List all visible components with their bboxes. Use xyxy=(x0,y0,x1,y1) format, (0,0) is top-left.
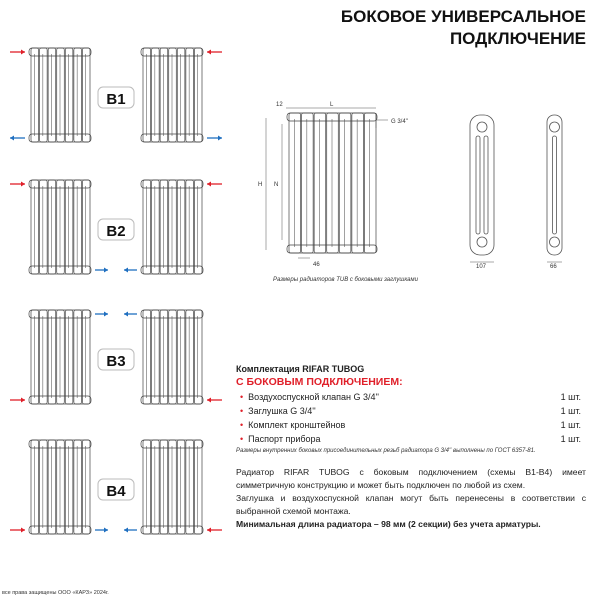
dim-107: 107 xyxy=(476,264,487,270)
dim-h: H xyxy=(258,182,263,188)
bullet-icon: • xyxy=(240,434,244,444)
kit-item: • Воздухоспускной клапан G 3/4'' 1 шт. xyxy=(240,392,581,402)
dim-12: 12 xyxy=(276,102,283,108)
radiator-right xyxy=(141,440,203,534)
radiator-right xyxy=(141,310,203,404)
kit-section: Комплектация RIFAR TUBOG С БОКОВЫМ ПОДКЛЮЧЕНИЕМ: • Воздухоспускной клапан G 3/4'' 1 шт. • Заглушка G 3/4'' 1 шт. • Комплект кронштейнов 1 шт. • Паспорт прибора 1 шт. xyxy=(236,364,581,444)
radiator-left xyxy=(29,180,91,274)
thread-note: Размеры внутренних боковых присоединительных резьб радиатора G 3/4'' выполнены по ГОСТ 6357-81. xyxy=(236,448,536,454)
scheme-label: B2 xyxy=(106,223,126,240)
radiator-right xyxy=(141,180,203,274)
bullet-icon: • xyxy=(240,392,244,402)
bullet-icon: • xyxy=(240,420,244,430)
page-title: БОКОВОЕ УНИВЕРСАЛЬНОЕ ПОДКЛЮЧЕНИЕ xyxy=(340,7,586,48)
drawing-caption: Размеры радиаторов TUB с боковыми заглушками xyxy=(273,277,418,283)
kit-item: • Заглушка G 3/4'' 1 шт. xyxy=(240,406,581,416)
scheme-b4 xyxy=(10,440,222,534)
dim-46: 46 xyxy=(313,262,320,268)
scheme-b3 xyxy=(10,310,222,404)
radiator-front-view xyxy=(287,113,377,253)
scheme-label: B4 xyxy=(106,483,126,500)
dim-n: N xyxy=(274,182,279,188)
radiator-left xyxy=(29,48,91,142)
connection-schemes xyxy=(0,0,230,560)
kit-item: • Комплект кронштейнов 1 шт. xyxy=(240,420,581,430)
kit-item: • Паспорт прибора 1 шт. xyxy=(240,434,581,444)
scheme-b2 xyxy=(10,180,222,274)
scheme-label: B1 xyxy=(106,91,126,108)
dim-66: 66 xyxy=(550,264,557,270)
radiator-right xyxy=(141,48,203,142)
radiator-side-view-107 xyxy=(470,115,494,255)
radiator-side-view-66 xyxy=(547,115,562,255)
dim-g: G 3/4'' xyxy=(391,119,408,125)
radiator-left xyxy=(29,310,91,404)
scheme-label: B3 xyxy=(106,353,126,370)
copyright: все права защищены ООО «КАРЗ» 2024г. xyxy=(2,590,109,596)
scheme-b1 xyxy=(10,48,222,142)
radiator-left xyxy=(29,440,91,534)
bullet-icon: • xyxy=(240,406,244,416)
dim-l: L xyxy=(330,102,334,108)
description: Радиатор RIFAR TUBOG с боковым подключением (схемы B1-B4) имеет симметричную конструкцию и может быть подключен по любой из схем. Заглушка и воздухоспускной клапан могут быть перенесены в соответствии с выбранной схемой монтажа. Минимальная длина радиатора – 98 мм (2 секции) без учета арматуры. xyxy=(236,467,586,529)
